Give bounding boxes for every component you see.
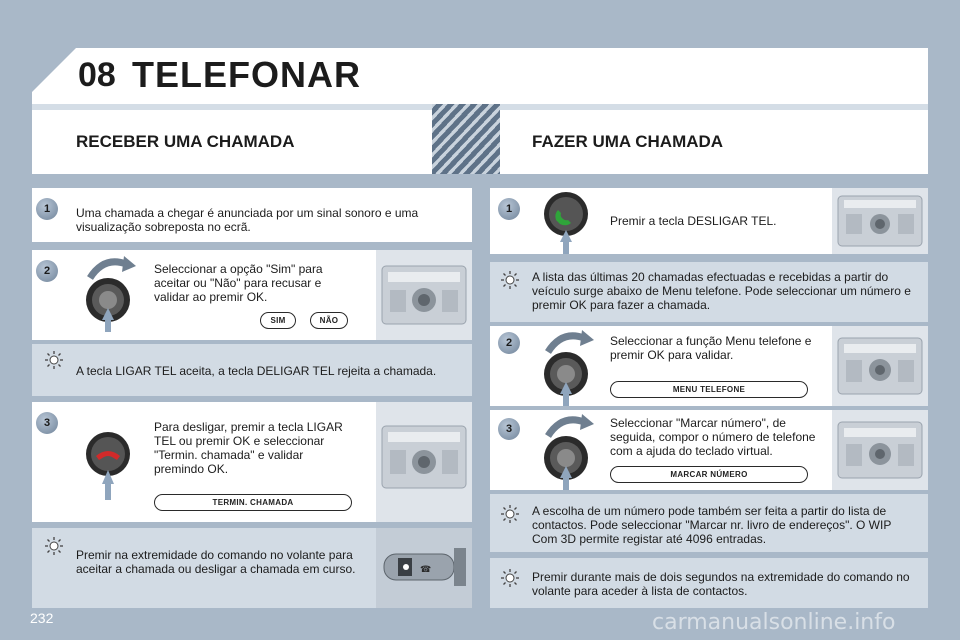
left-step1-box	[32, 188, 472, 242]
right-step2-box	[490, 326, 928, 406]
rotary-knob-icon	[538, 328, 602, 406]
menu-telefone-button[interactable]: MENU TELEFONE	[610, 381, 808, 398]
left-step3-text: Para desligar, premir a tecla LIGAR TEL ou premir OK e seleccionar "Termin. chamada" e validar premindo OK.	[154, 420, 343, 476]
radio-unit-illustration	[832, 188, 928, 254]
hang-up-button-icon	[80, 430, 140, 502]
sun-tip-icon	[500, 270, 520, 290]
right-tip1-text: A lista das últimas 20 chamadas efectuadas e recebidas a partir do veículo surge abaixo de Menu telefone. Pode seleccionar um número e premir OK para fazer a chamada.	[532, 270, 911, 312]
step-number-badge: 1	[498, 198, 520, 220]
right-step3-text: Seleccionar "Marcar número", de seguida, compor o número de telefone com a ajuda do teclado virtual.	[610, 416, 816, 458]
step-number-badge: 3	[36, 412, 58, 434]
page-number: 232	[30, 610, 54, 626]
step-number-badge: 2	[498, 332, 520, 354]
right-step1-box	[490, 188, 928, 254]
chapter-number: 08	[78, 56, 116, 94]
sun-tip-icon	[500, 568, 520, 588]
sun-tip-icon	[44, 350, 64, 370]
svg-text:☎: ☎	[420, 564, 432, 574]
call-button-icon	[540, 190, 600, 254]
rotary-knob-icon	[80, 254, 144, 332]
right-tip1-box	[490, 262, 928, 322]
nao-button[interactable]: NÃO	[310, 312, 348, 329]
sun-tip-icon	[500, 504, 520, 524]
right-step2-text: Seleccionar a função Menu telefone e premir OK para validar.	[610, 334, 812, 362]
radio-unit-illustration	[376, 250, 472, 340]
termin-chamada-button[interactable]: TERMIN. CHAMADA	[154, 494, 352, 511]
left-tip2-box	[32, 528, 472, 608]
left-tip2-text: Premir na extremidade do comando no volante para aceitar a chamada ou desligar a chamada em curso.	[76, 548, 356, 576]
right-tip2-box	[490, 494, 928, 552]
sim-button[interactable]: SIM	[260, 312, 296, 329]
right-tip3-text: Premir durante mais de dois segundos na extremidade do comando no volante para aceder à lista de contactos.	[532, 570, 910, 598]
sun-tip-icon	[44, 536, 64, 556]
steering-stalk-illustration	[376, 528, 472, 608]
radio-unit-illustration	[376, 402, 472, 522]
section-title-make: FAZER UMA CHAMADA	[532, 132, 724, 151]
rotary-knob-icon	[538, 412, 602, 490]
right-tip3-box	[490, 558, 928, 608]
chapter-title: TELEFONAR	[132, 54, 361, 95]
right-tip2-text: A escolha de um número pode também ser feita a partir do lista de contactos. Pode seleccionar "Marcar nr. livro de endereços". O WIP Com 3D permite registar até 4096 entradas.	[532, 504, 892, 546]
step-number-badge: 3	[498, 418, 520, 440]
header-corner-notch	[32, 48, 76, 92]
marcar-numero-button[interactable]: MARCAR NÚMERO	[610, 466, 808, 483]
section-make-header	[500, 110, 928, 174]
section-receive-header	[32, 110, 432, 174]
radio-unit-illustration	[832, 326, 928, 406]
section-title-receive: RECEBER UMA CHAMADA	[76, 132, 295, 151]
chapter-header	[32, 48, 928, 104]
step-number-badge: 2	[36, 260, 58, 282]
watermark: carmanualsonline.info	[652, 610, 896, 635]
radio-unit-illustration	[832, 410, 928, 490]
diagonal-stripe-decoration	[432, 104, 500, 174]
left-step3-box	[32, 402, 472, 522]
step-number-badge: 1	[36, 198, 58, 220]
left-step2-text: Seleccionar a opção "Sim" para aceitar ou "Não" para recusar e validar ao premir OK.	[154, 262, 323, 304]
left-step2-box	[32, 250, 472, 340]
left-step1-text: Uma chamada a chegar é anunciada por um sinal sonoro e uma visualização sobreposta no ecrã.	[76, 206, 419, 234]
right-step1-text: Premir a tecla DESLIGAR TEL.	[610, 214, 777, 228]
left-tip1-text: A tecla LIGAR TEL aceita, a tecla DELIGAR TEL rejeita a chamada.	[76, 364, 437, 378]
right-step3-box	[490, 410, 928, 490]
left-tip1-box	[32, 344, 472, 396]
